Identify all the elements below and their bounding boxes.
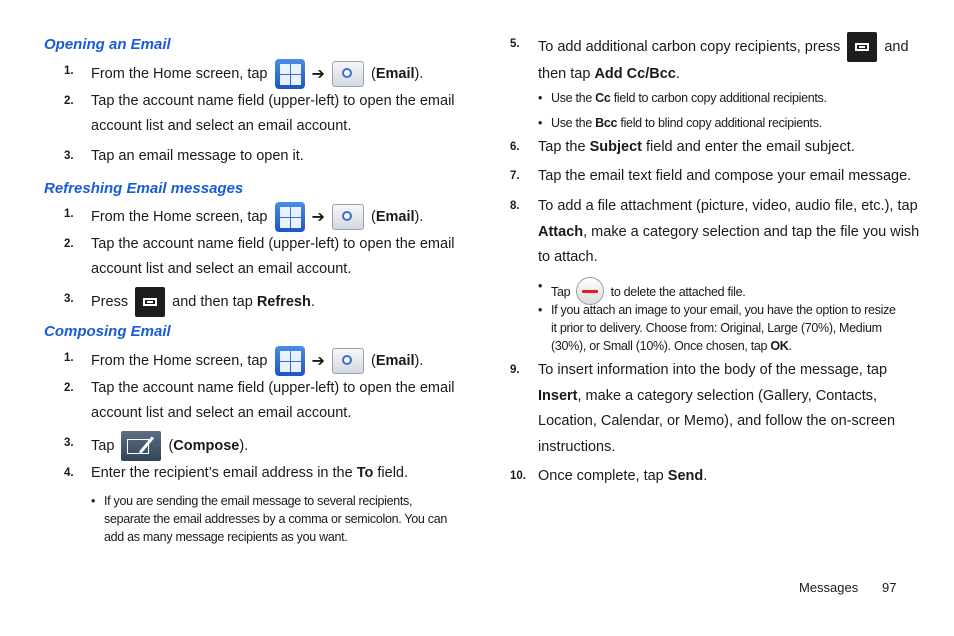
section-heading-composing: Composing Email <box>44 323 171 340</box>
menu-key-icon <box>135 287 165 317</box>
compose-icon <box>121 431 161 461</box>
step-text: Tap an email message to open it. <box>91 148 304 164</box>
step-text: Tap the account name field (upper-left) to open the email account list and select an email account. <box>91 93 455 134</box>
arrow-icon: ➔ <box>311 65 325 83</box>
email-app-icon <box>332 348 364 374</box>
arrow-icon: ➔ <box>311 352 325 370</box>
footer-section: Messages <box>799 580 859 595</box>
step-number: 1. <box>64 65 74 77</box>
email-app-icon <box>332 61 364 87</box>
home-apps-icon <box>275 202 305 232</box>
page-number: 97 <box>882 580 897 595</box>
home-apps-icon <box>275 346 305 376</box>
section-heading-refreshing: Refreshing Email messages <box>44 180 244 197</box>
step-text: From the Home screen, tap <box>91 65 268 82</box>
section-heading-opening: Opening an Email <box>44 36 171 53</box>
email-app-icon <box>332 204 364 230</box>
menu-key-icon <box>847 32 877 62</box>
arrow-icon: ➔ <box>311 208 325 226</box>
home-apps-icon <box>275 59 305 89</box>
